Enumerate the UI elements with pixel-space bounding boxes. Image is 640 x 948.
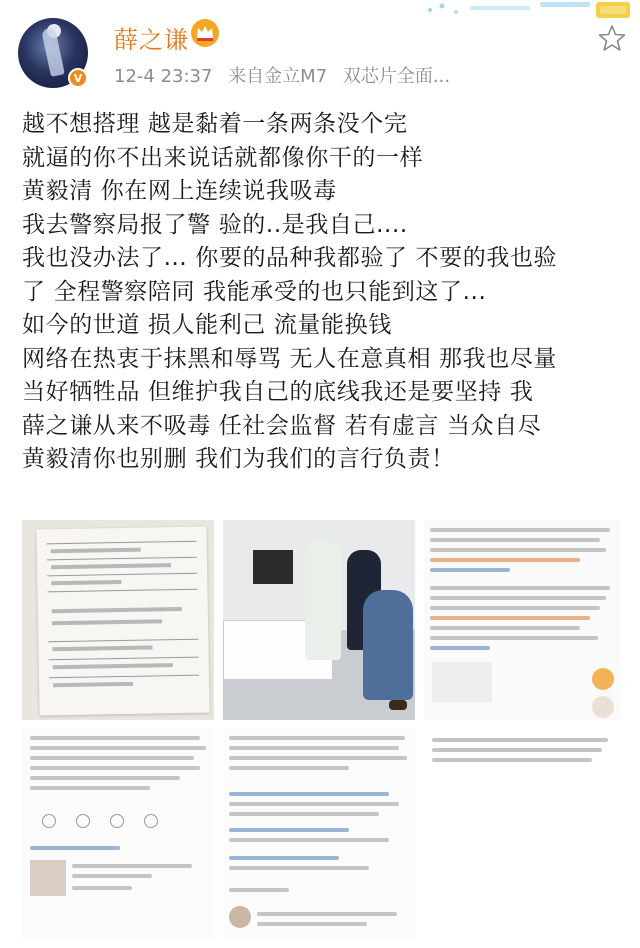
post-timestamp: 12-4 23:37 bbox=[114, 66, 213, 87]
police-station-photo[interactable] bbox=[223, 520, 415, 720]
reply-screenshot[interactable] bbox=[424, 728, 620, 938]
post-line: 我也没办法了... 你要的品种我都验了 不要的我也验 bbox=[22, 245, 558, 271]
crown-icon bbox=[190, 18, 220, 48]
post-line: 就逼的你不出来说话就都像你干的一样 bbox=[22, 144, 424, 171]
post-source[interactable]: 来自金立M7 bbox=[228, 66, 328, 87]
document-photo[interactable] bbox=[22, 520, 214, 720]
post-line: 当好牺牲品 但维护我自己的底线我还是要坚持 我 bbox=[22, 379, 534, 405]
post-source-suffix[interactable]: 双芯片全面... bbox=[342, 66, 451, 87]
image-grid bbox=[22, 520, 620, 940]
star-icon[interactable] bbox=[598, 24, 626, 52]
comment-thread-screenshot[interactable] bbox=[223, 728, 415, 938]
verified-badge: V bbox=[68, 68, 88, 88]
post-line: 薛之谦从来不吸毒 任社会监督 若有虚言 当众自尽 bbox=[22, 412, 542, 439]
post-line: 越不想搭理 越是黏着一条两条没个完 bbox=[22, 111, 408, 137]
post-header bbox=[18, 14, 626, 94]
post-line: 我去警察局报了警 验的..是我自己.... bbox=[22, 211, 408, 238]
post-text bbox=[22, 108, 622, 477]
post-line: 黄毅清你也别删 我们为我们的言行负责！ bbox=[22, 446, 455, 472]
post-meta bbox=[114, 62, 450, 88]
post-line: 如今的世道 损人能利己 流量能换钱 bbox=[22, 312, 392, 338]
username[interactable]: 薛之谦 bbox=[114, 26, 189, 54]
weibo-post-screenshot[interactable] bbox=[22, 728, 214, 938]
post-line: 黄毅清 你在网上连续说我吸毒 bbox=[22, 178, 337, 204]
post-line: 网络在热衷于抹黑和辱骂 无人在意真相 那我也尽量 bbox=[22, 345, 558, 372]
post-line: 了 全程警察陪同 我能承受的也只能到这了... bbox=[22, 278, 487, 305]
comment-screenshot[interactable] bbox=[424, 520, 620, 720]
